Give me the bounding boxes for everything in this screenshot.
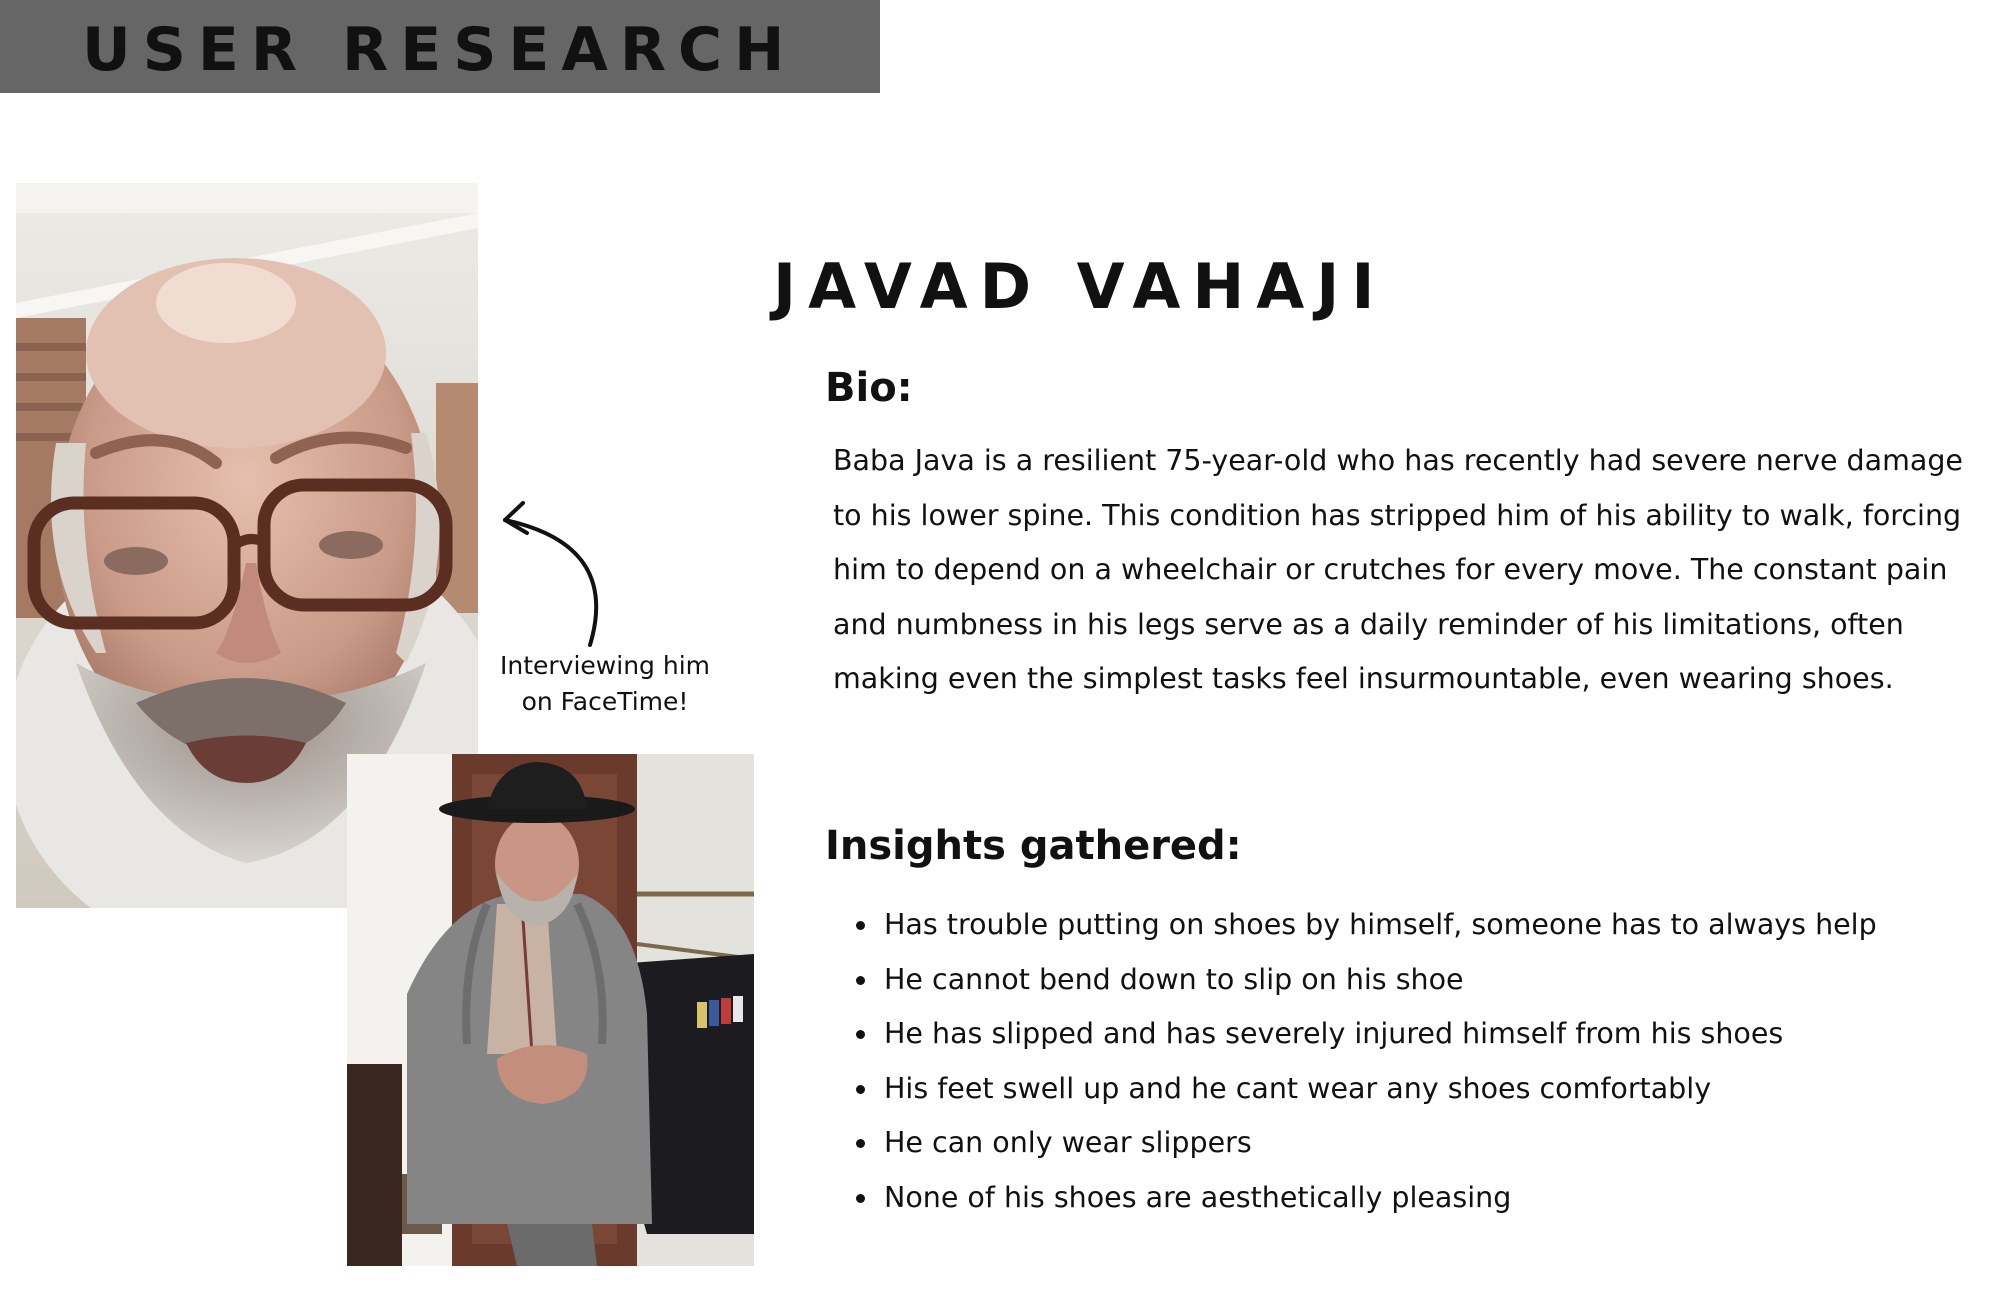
photo-caption (480, 648, 730, 720)
caption-line-2: on FaceTime! (521, 687, 689, 716)
list-item: • Has trouble putting on shoes by himself, someone has to always help (880, 898, 2000, 953)
curved-arrow-icon (495, 495, 605, 655)
page-title: USER RESEARCH (82, 15, 797, 85)
list-item: • None of his shoes are aesthetically pleasing (880, 1171, 2000, 1226)
bio-paragraph: Baba Java is a resilient 75-year-old who has recently had severe nerve damage to his lower spine. This condition has stripped him of his ability to walk, forcing him to depend on a wheelchair or crutches for every move. The constant pain and numbness in his legs serve as a daily reminder of his limitations, often making even the simplest tasks feel insurmountable, even wearing shoes. (833, 444, 1963, 695)
caption-line-1: Interviewing him (500, 651, 710, 680)
list-item: • He has slipped and has severely injured himself from his shoes (880, 1007, 2000, 1062)
insights-heading: Insights gathered: (825, 823, 1242, 869)
bio-heading: Bio: (825, 365, 913, 411)
person-name: JAVAD VAHAJI (773, 250, 1387, 323)
list-item: • He can only wear slippers (880, 1116, 2000, 1171)
insights-list (850, 898, 2000, 1225)
list-item: • He cannot bend down to slip on his shoe (880, 953, 2000, 1008)
header-bar (0, 0, 880, 93)
standing-portrait-photo (347, 754, 754, 1266)
list-item: • His feet swell up and he cant wear any shoes comfortably (880, 1062, 2000, 1117)
